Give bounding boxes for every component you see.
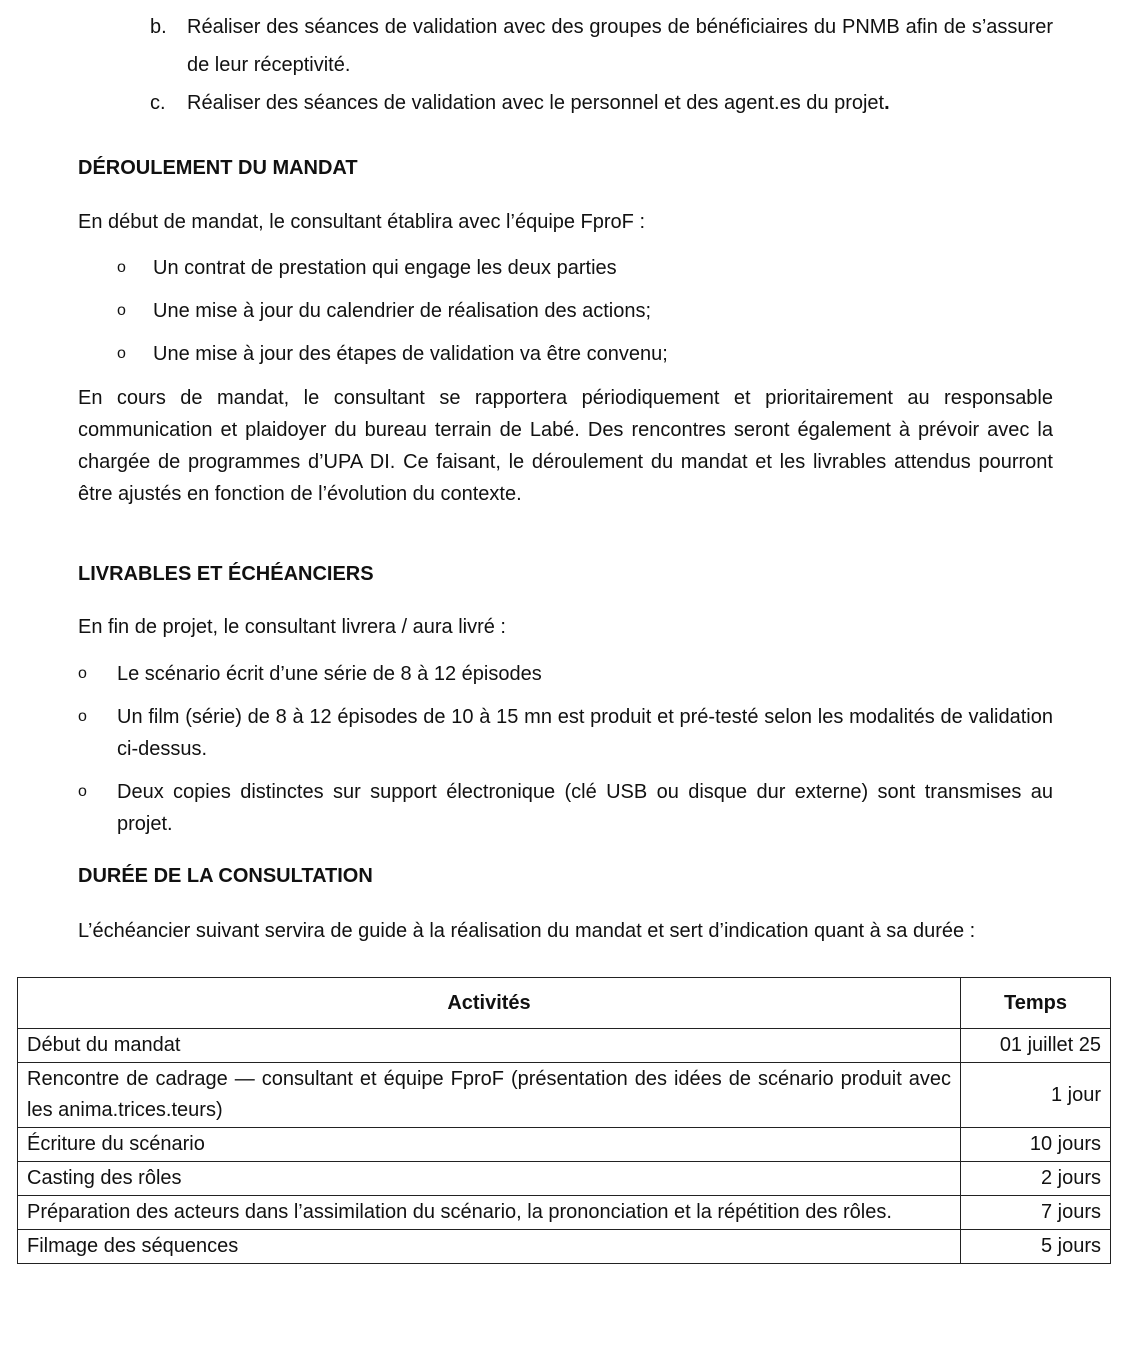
paragraph-debut-mandat: En début de mandat, le consultant établira avec l’équipe FproF : bbox=[78, 211, 646, 233]
bullet-marker: o bbox=[78, 783, 87, 800]
bullet-list-deroulement bbox=[117, 252, 1131, 370]
cell-activity: Filmage des séquences bbox=[18, 1230, 961, 1264]
list-item bbox=[78, 701, 1131, 765]
list-item-c-bold-period: . bbox=[884, 92, 890, 114]
cell-activity: Préparation des acteurs dans l’assimilation du scénario, la prononciation et la répétition des rôles. bbox=[18, 1196, 961, 1230]
table-row bbox=[18, 1230, 1111, 1264]
bullet-text-copies: Deux copies distinctes sur support électronique (clé USB ou disque dur externe) sont transmises au projet. bbox=[117, 781, 1053, 835]
bullet-marker: o bbox=[78, 708, 87, 725]
paragraph-fin-projet: En fin de projet, le consultant livrera / aura livré : bbox=[78, 616, 506, 638]
bullet-list-livrables bbox=[78, 658, 1131, 840]
bullet-marker: o bbox=[117, 345, 126, 362]
bullet-text-contrat: Un contrat de prestation qui engage les deux parties bbox=[153, 257, 617, 279]
schedule-table bbox=[17, 977, 1111, 1264]
cell-activity: Casting des rôles bbox=[18, 1162, 961, 1196]
list-item bbox=[117, 295, 1131, 327]
section-heading-duree: DURÉE DE LA CONSULTATION bbox=[78, 865, 373, 887]
bullet-text-calendrier: Une mise à jour du calendrier de réalisation des actions; bbox=[153, 300, 652, 322]
list-item bbox=[78, 658, 1131, 690]
cell-time: 01 juillet 25 bbox=[961, 1029, 1111, 1063]
cell-activity: Début du mandat bbox=[18, 1029, 961, 1063]
bullet-text-etapes: Une mise à jour des étapes de validation va être convenu; bbox=[153, 343, 668, 365]
list-item bbox=[117, 252, 1131, 284]
cell-activity: Écriture du scénario bbox=[18, 1128, 961, 1162]
list-item bbox=[117, 338, 1131, 370]
bullet-marker: o bbox=[78, 665, 87, 682]
section-heading-livrables: LIVRABLES ET ÉCHÉANCIERS bbox=[78, 563, 374, 585]
table-row bbox=[18, 1063, 1111, 1128]
table-row bbox=[18, 1196, 1111, 1230]
paragraph-echeancier: L’échéancier suivant servira de guide à la réalisation du mandat et sert d’indication quant à sa durée : bbox=[78, 920, 976, 942]
bullet-marker: o bbox=[117, 302, 126, 319]
table-row bbox=[18, 1029, 1111, 1063]
table-row bbox=[18, 1162, 1111, 1196]
cell-time: 1 jour bbox=[961, 1063, 1111, 1128]
cell-time: 5 jours bbox=[961, 1230, 1111, 1264]
table-row bbox=[18, 1128, 1111, 1162]
list-item-b bbox=[150, 8, 1131, 84]
table-header-row bbox=[18, 978, 1111, 1029]
column-header-activites: Activités bbox=[18, 978, 961, 1029]
list-item-c-body: Réaliser des séances de validation avec le personnel et des agent.es du projet bbox=[187, 92, 885, 114]
list-item bbox=[78, 776, 1131, 840]
bullet-text-film: Un film (série) de 8 à 12 épisodes de 10 à 15 mn est produit et pré-testé selon les modalités de validation ci-dessus. bbox=[117, 706, 1053, 760]
list-marker-c: c. bbox=[150, 92, 166, 114]
alpha-list bbox=[150, 8, 1131, 122]
cell-activity: Rencontre de cadrage — consultant et équipe FproF (présentation des idées de scénario produit avec les anima.trices.teurs) bbox=[18, 1063, 961, 1128]
paragraph-cours-mandat: En cours de mandat, le consultant se rapportera périodiquement et prioritairement au responsable communication et plaidoyer du bureau terrain de Labé. Des rencontres seront également à prévoir avec la chargée de programmes d’UPA DI. Ce faisant, le déroulement du mandat et les livrables attendus pourront être ajustés en fonction de l’évolution du contexte. bbox=[78, 387, 1053, 505]
column-header-temps: Temps bbox=[961, 978, 1111, 1029]
bullet-marker: o bbox=[117, 259, 126, 276]
list-marker-b: b. bbox=[150, 16, 167, 38]
section-heading-deroulement: DÉROULEMENT DU MANDAT bbox=[78, 157, 358, 179]
cell-time: 2 jours bbox=[961, 1162, 1111, 1196]
bullet-text-scenario: Le scénario écrit d’une série de 8 à 12 épisodes bbox=[117, 663, 542, 685]
list-item-b-text: Réaliser des séances de validation avec des groupes de bénéficiaires du PNMB afin de s’assurer de leur réceptivité. bbox=[187, 16, 1053, 76]
list-item-c-text bbox=[187, 84, 1053, 122]
cell-time: 7 jours bbox=[961, 1196, 1111, 1230]
cell-time: 10 jours bbox=[961, 1128, 1111, 1162]
list-item-c bbox=[150, 84, 1131, 122]
